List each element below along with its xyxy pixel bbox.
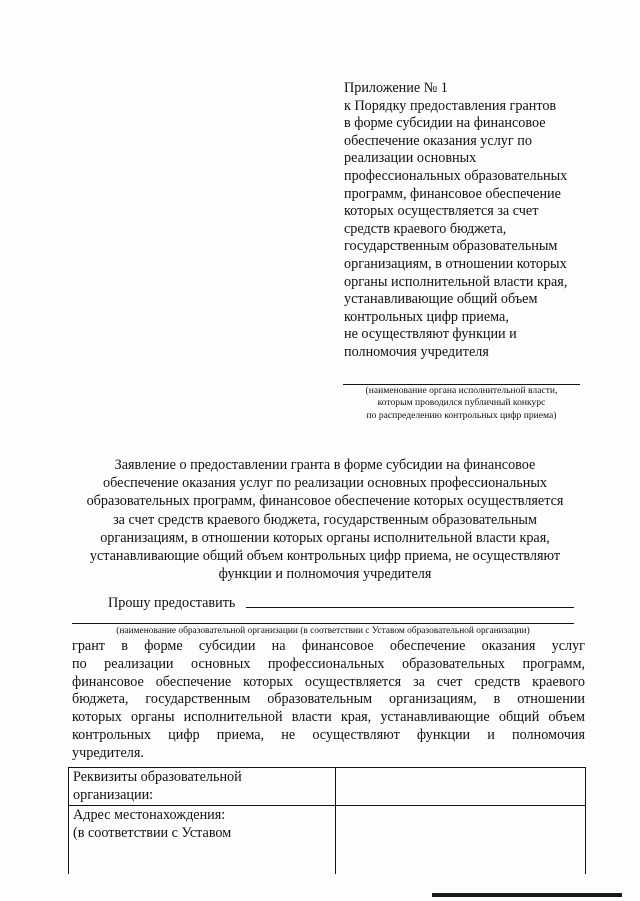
organization-name-caption: (наименование образовательной организации (в соответствии с Уставом образовательной организации) bbox=[116, 626, 530, 636]
cell-label-line: Реквизиты образовательной bbox=[73, 769, 242, 785]
body-line: финансовое обеспечение которых осуществляется за счет средств краевого bbox=[72, 673, 585, 690]
title-line: устанавливающие общий объем контрольных цифр приема, не осуществляют bbox=[89, 548, 561, 565]
organization-name-field[interactable] bbox=[246, 607, 574, 608]
appendix-line: организациям, в отношении которых bbox=[344, 255, 567, 272]
scan-edge-line bbox=[432, 893, 622, 897]
appendix-line: контрольных цифр приема, bbox=[344, 308, 509, 325]
title-line: за счет средств краевого бюджета, государственным образовательным bbox=[113, 511, 537, 528]
organ-name-caption bbox=[343, 385, 580, 422]
appendix-line: которых осуществляется за счет bbox=[344, 203, 539, 220]
appendix-line: полномочия учредителя bbox=[344, 343, 489, 360]
cell-label-line: (в соответствии с Уставом bbox=[73, 824, 232, 841]
requisites-value-cell[interactable] bbox=[336, 768, 586, 806]
appendix-line: в форме субсидии на финансовое bbox=[344, 115, 546, 132]
title-line: Заявление о предоставлении гранта в форме субсидии на финансовое bbox=[114, 457, 536, 473]
title-line: организациям, в отношении которых органы исполнительной власти края, bbox=[100, 529, 550, 546]
document-title bbox=[60, 456, 590, 583]
table-row bbox=[69, 806, 586, 875]
appendix-line: к Порядку предоставления грантов bbox=[344, 97, 557, 114]
organ-caption-line: по распределению контрольных цифр приема) bbox=[366, 409, 557, 421]
requisites-label-cell bbox=[69, 768, 336, 806]
title-line: обеспечение оказания услуг по реализации основных профессиональных bbox=[103, 475, 547, 492]
body-line: контрольных цифр приема, не осуществляют функции и полномочия bbox=[72, 726, 585, 743]
request-label: Прошу предоставить bbox=[108, 595, 236, 611]
appendix-header bbox=[344, 80, 594, 362]
body-line: грант в форме субсидии на финансовое обеспечение оказания услуг bbox=[72, 638, 585, 654]
appendix-line: государственным образовательным bbox=[344, 238, 558, 255]
title-line: образовательных программ, финансовое обеспечение которых осуществляется bbox=[86, 493, 564, 510]
appendix-line: профессиональных образовательных bbox=[344, 167, 568, 184]
appendix-line: Приложение № 1 bbox=[344, 80, 448, 96]
body-line: бюджета, государственным образовательным организациям, в отношении bbox=[72, 691, 585, 708]
address-value-cell[interactable] bbox=[336, 806, 586, 875]
appendix-line: устанавливающие общий объем bbox=[344, 291, 538, 308]
body-line: которых органы исполнительной власти края, устанавливающие общий объем bbox=[72, 709, 585, 726]
title-line: функции и полномочия учредителя bbox=[218, 566, 432, 583]
appendix-line: средств краевого бюджета, bbox=[344, 220, 507, 237]
body-line: по реализации основных профессиональных образовательных программ, bbox=[72, 655, 585, 672]
organ-caption-line: (наименование органа исполнительной власти, bbox=[365, 385, 558, 396]
appendix-line: органы исполнительной власти края, bbox=[344, 273, 568, 290]
address-label-cell bbox=[69, 806, 336, 875]
cell-label-line: Адрес местонахождения: bbox=[73, 807, 226, 824]
organ-caption-line: которым проводился публичный конкурс bbox=[377, 397, 546, 409]
organization-name-field-continued[interactable] bbox=[72, 623, 574, 624]
table-row bbox=[69, 768, 586, 806]
appendix-line: реализации основных bbox=[344, 150, 477, 167]
request-body bbox=[72, 638, 585, 763]
requisites-table bbox=[68, 767, 586, 874]
body-line: учредителя. bbox=[72, 744, 144, 761]
appendix-line: программ, финансовое обеспечение bbox=[344, 185, 561, 202]
cell-label-line: организации: bbox=[73, 786, 154, 803]
appendix-line: не осуществляют функции и bbox=[344, 326, 517, 343]
appendix-line: обеспечение оказания услуг по bbox=[344, 132, 532, 149]
